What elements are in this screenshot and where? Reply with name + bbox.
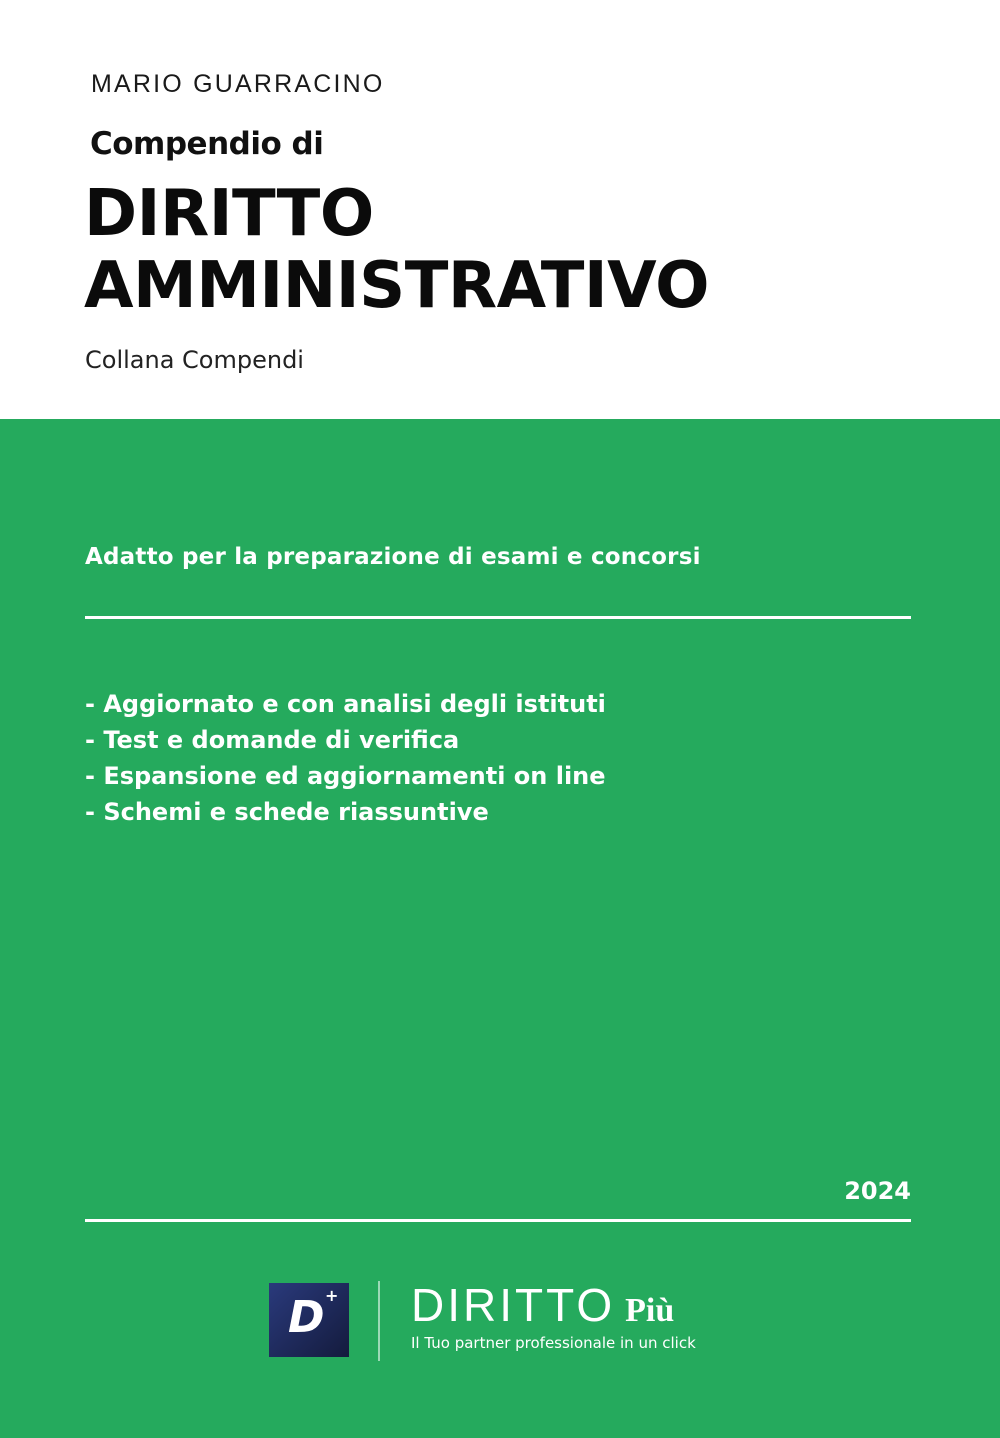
logo-plus: + [325,1286,339,1305]
feature-item: - Test e domande di verifica [85,726,460,754]
divider-bottom [85,1219,911,1222]
publisher-logo-icon [269,1283,349,1357]
publisher-name-word: DIRITTO [411,1279,616,1331]
feature-item: - Aggiornato e con analisi degli istituti [85,690,606,718]
title-prefix: Compendio di [90,126,324,162]
book-title-line-2: AMMINISTRATIVO [84,249,709,323]
tagline: Adatto per la preparazione di esami e concorsi [85,544,701,570]
series-name: Collana Compendi [85,346,304,374]
divider-top [85,616,911,619]
feature-list [85,686,606,830]
author-name: MARIO GUARRACINO [91,70,385,98]
feature-item: - Espansione ed aggiornamenti on line [85,762,606,790]
publication-year: 2024 [844,1177,911,1205]
logo-letter: D [288,1292,325,1343]
publisher-slogan: Il Tuo partner professionale in un click [411,1334,696,1352]
book-title [84,178,709,322]
logo-divider [378,1281,380,1361]
book-title-line-1: DIRITTO [84,177,374,251]
publisher-name-suffix: Più [625,1292,675,1329]
publisher-name [411,1278,674,1332]
feature-item: - Schemi e schede riassuntive [85,798,489,826]
